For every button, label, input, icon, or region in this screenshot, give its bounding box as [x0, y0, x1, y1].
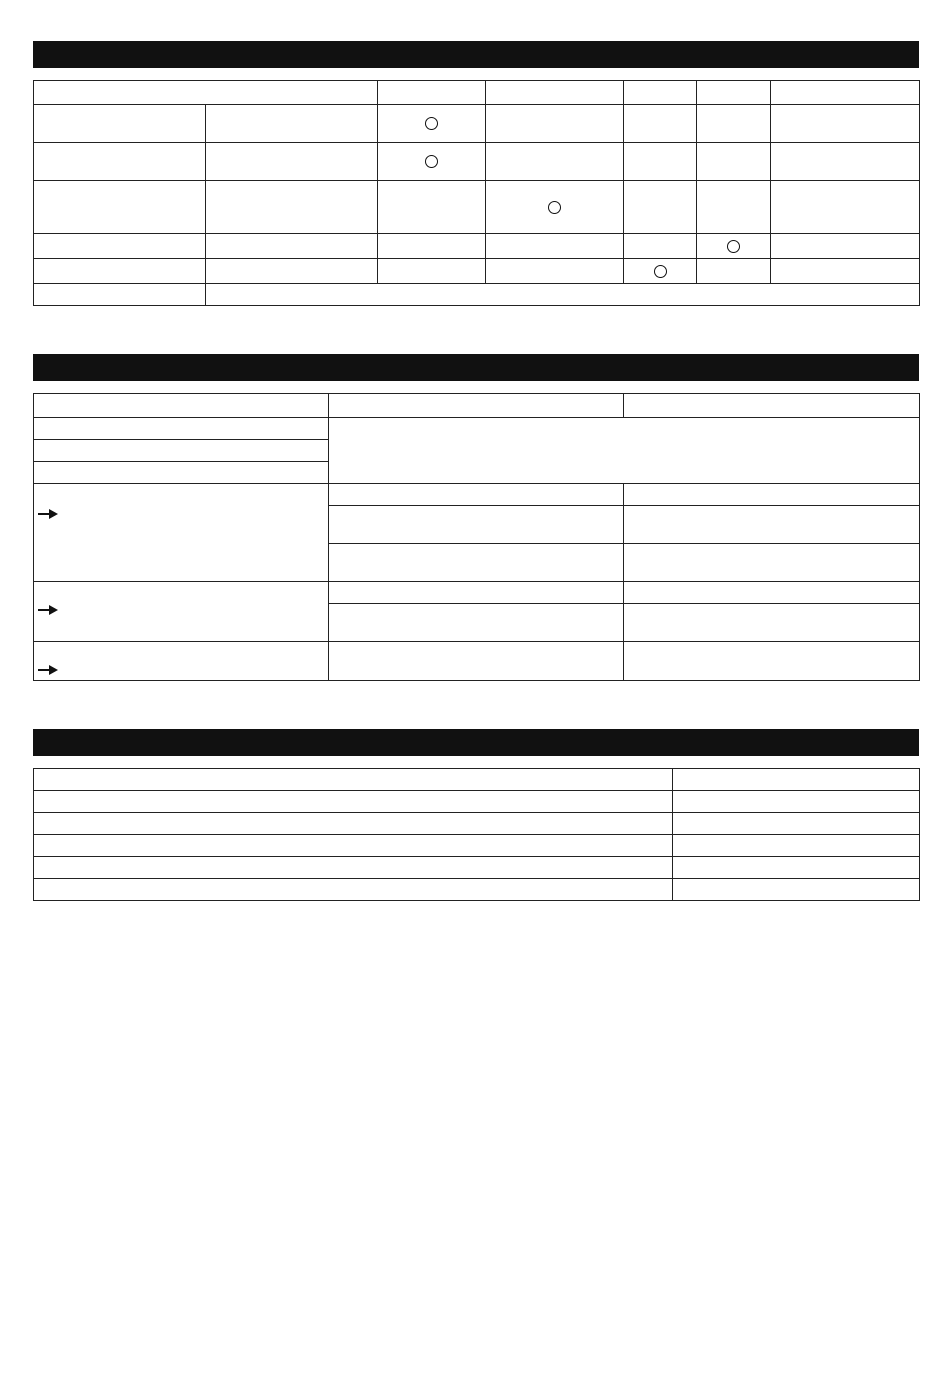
- table-1-header-cell: [378, 81, 486, 105]
- table-cell: [329, 484, 624, 506]
- table-cell: [771, 143, 920, 181]
- table-cell: [673, 835, 920, 857]
- table-cell: [206, 143, 378, 181]
- table-row: [34, 791, 920, 813]
- table-cell: [34, 143, 206, 181]
- table-row: [34, 181, 920, 234]
- table-cell: [34, 105, 206, 143]
- table-row: [34, 582, 920, 604]
- table-cell: [206, 259, 378, 284]
- table-cell: [34, 234, 206, 259]
- table-row: [34, 105, 920, 143]
- table-cell: [34, 462, 329, 484]
- table-cell: [673, 791, 920, 813]
- section-header-bar-3: [33, 729, 919, 756]
- table-cell: [486, 181, 624, 234]
- section-header-bar-1: [33, 41, 919, 68]
- section-header-bar-2: [33, 354, 919, 381]
- table-row: [34, 418, 920, 440]
- table-row: [34, 879, 920, 901]
- table-cell: [378, 259, 486, 284]
- table-cell: [329, 582, 624, 604]
- table-cell: [624, 604, 920, 642]
- table-row: [34, 143, 920, 181]
- table-1-header-cell: [771, 81, 920, 105]
- table-cell: [34, 857, 673, 879]
- table-2: [33, 393, 920, 681]
- table-cell: [624, 143, 697, 181]
- table-cell: [697, 105, 771, 143]
- table-cell: [378, 181, 486, 234]
- table-cell: [771, 234, 920, 259]
- table-cell: [486, 143, 624, 181]
- circle-mark-icon: [654, 265, 667, 278]
- table-2-header-cell: [34, 394, 329, 418]
- table-cell: [206, 234, 378, 259]
- table-cell: [329, 642, 624, 681]
- table-cell: [624, 506, 920, 544]
- table-cell: [673, 879, 920, 901]
- table-row: [34, 813, 920, 835]
- table-2-header-cell: [329, 394, 624, 418]
- table-cell: [34, 879, 673, 901]
- table-row: [34, 284, 920, 306]
- table-cell: [697, 234, 771, 259]
- table-cell: [673, 813, 920, 835]
- table-cell: [206, 181, 378, 234]
- table-cell: [34, 835, 673, 857]
- table-row: [34, 259, 920, 284]
- table-cell: [34, 259, 206, 284]
- table-cell: [34, 813, 673, 835]
- table-3-header-cell: [34, 769, 673, 791]
- table-cell: [34, 440, 329, 462]
- table-cell: [624, 181, 697, 234]
- right-arrow-icon: [37, 508, 59, 520]
- table-row: [34, 484, 920, 506]
- circle-mark-icon: [425, 117, 438, 130]
- table-cell: [206, 284, 920, 306]
- right-arrow-icon: [37, 664, 59, 676]
- table-1-header-cell: [34, 81, 378, 105]
- table-cell: [624, 582, 920, 604]
- table-cell: [34, 791, 673, 813]
- circle-mark-icon: [425, 155, 438, 168]
- table-cell: [329, 506, 624, 544]
- circle-mark-icon: [727, 240, 740, 253]
- table-cell: [624, 234, 697, 259]
- table-1-header-cell: [697, 81, 771, 105]
- table-cell: [624, 642, 920, 681]
- table-cell: [329, 418, 920, 484]
- table-2-header-row: [34, 394, 920, 418]
- table-cell: [378, 143, 486, 181]
- table-cell: [34, 181, 206, 234]
- table-cell: [673, 857, 920, 879]
- table-cell: [486, 259, 624, 284]
- table-1: [33, 80, 920, 306]
- table-row: [34, 234, 920, 259]
- table-cell: [624, 544, 920, 582]
- table-cell: [486, 234, 624, 259]
- table-cell: [486, 105, 624, 143]
- table-3: [33, 768, 920, 901]
- table-cell: [771, 259, 920, 284]
- table-cell: [771, 181, 920, 234]
- table-1-header-cell: [486, 81, 624, 105]
- table-row: [34, 642, 920, 681]
- table-cell: [624, 105, 697, 143]
- table-row: [34, 857, 920, 879]
- right-arrow-icon: [37, 604, 59, 616]
- table-cell: [697, 181, 771, 234]
- circle-mark-icon: [548, 201, 561, 214]
- table-cell: [697, 143, 771, 181]
- table-3-header-cell: [673, 769, 920, 791]
- table-1-header-row: [34, 81, 920, 105]
- table-cell-with-arrow: [34, 642, 329, 681]
- table-cell: [329, 544, 624, 582]
- table-2-header-cell: [624, 394, 920, 418]
- table-cell: [206, 105, 378, 143]
- table-cell: [34, 284, 206, 306]
- table-row: [34, 835, 920, 857]
- table-cell: [34, 418, 329, 440]
- table-cell: [697, 259, 771, 284]
- table-cell-with-arrow: [34, 484, 329, 582]
- table-cell: [624, 484, 920, 506]
- table-cell-with-arrow: [34, 582, 329, 642]
- table-cell: [624, 259, 697, 284]
- table-3-header-row: [34, 769, 920, 791]
- table-cell: [329, 604, 624, 642]
- table-cell: [378, 105, 486, 143]
- table-1-header-cell: [624, 81, 697, 105]
- table-cell: [378, 234, 486, 259]
- table-cell: [771, 105, 920, 143]
